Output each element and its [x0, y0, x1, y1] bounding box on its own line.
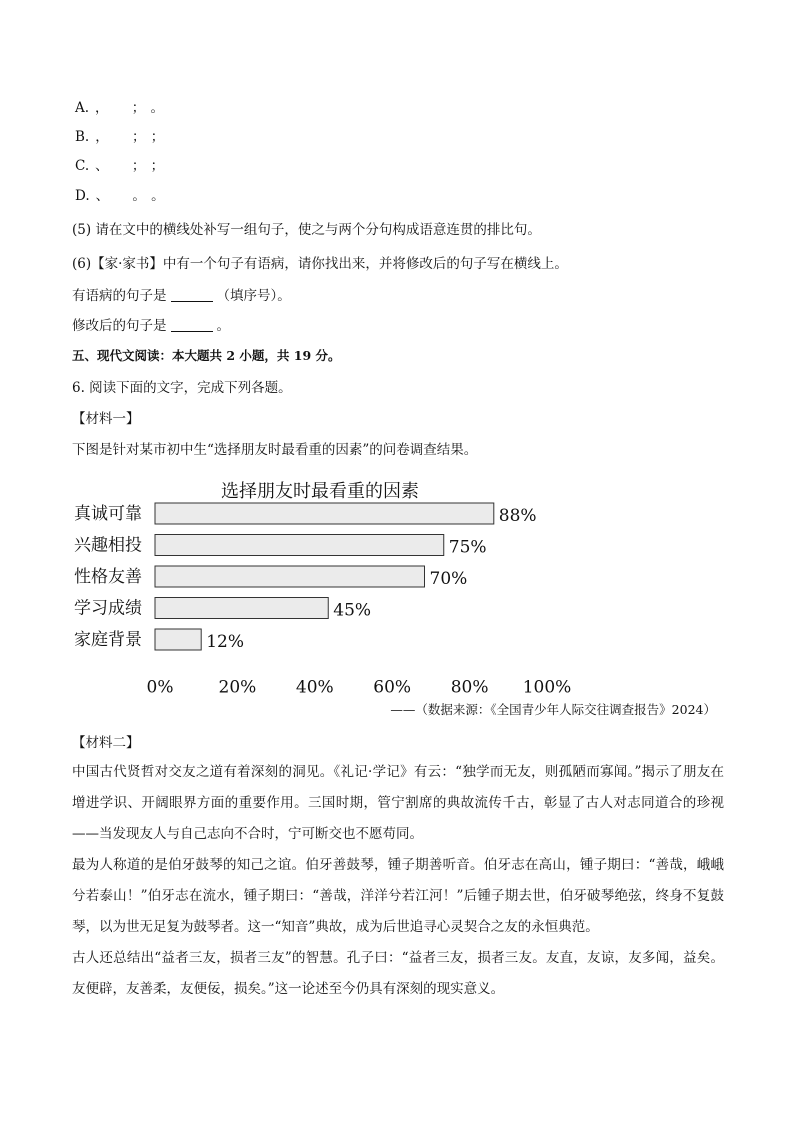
value-label: 88%	[498, 506, 537, 526]
chart-title: 选择朋友时最看重的因素	[221, 481, 419, 502]
material-2-paragraph-1: 中国古代贤哲对交友之道有着深刻的洞见。《礼记·学记》有云：“独学而无友，则孤陋而寡闻。”揭示了朋友在增进学识、开阔眼界方面的重要作用。三国时期，管宁割席的典故流传千古，彰显了古人对志同道合的珍视——当发现友人与自己志向不合时，宁可断交也不愿苟同。	[72, 764, 724, 842]
fill-line-1	[72, 286, 291, 306]
option-d	[75, 186, 165, 206]
option-c	[75, 156, 164, 176]
fill-suffix: 。	[216, 318, 230, 334]
value-label: 75%	[448, 537, 487, 558]
option-punct: 。	[151, 188, 165, 204]
bar	[155, 503, 494, 524]
option-a	[75, 98, 164, 118]
x-tick-label: 60%	[373, 677, 412, 695]
fill-suffix: （填序号）。	[216, 288, 291, 304]
category-label: 学习成绩	[74, 598, 142, 619]
option-punct: ，	[95, 100, 102, 116]
option-punct: 。	[132, 188, 140, 204]
category-label: 家庭背景	[74, 630, 142, 650]
bar	[155, 629, 201, 650]
bar	[155, 598, 328, 619]
x-tick-label: 100%	[522, 677, 572, 695]
value-label: 12%	[206, 632, 244, 652]
category-label: 真诚可靠	[74, 504, 142, 524]
option-punct: ，	[95, 129, 102, 145]
x-tick-label: 20%	[218, 677, 257, 695]
question-6-sub: (6)【家·家书】中有一个句子有语病，请你找出来，并将修改后的句子写在横线上。	[72, 256, 568, 272]
option-letter: B.	[75, 129, 90, 145]
answer-blank[interactable]	[171, 287, 213, 302]
fill-label: 有语病的句子是	[72, 288, 167, 304]
x-tick-label: 0%	[146, 677, 174, 695]
question-5: (5) 请在文中的横线处补写一组句子，使之与两个分句构成语意连贯的排比句。	[72, 222, 541, 238]
fill-label: 修改后的句子是	[72, 318, 167, 334]
section-heading: 五、现代文阅读：本大题共 2 小题，共 19 分。	[72, 348, 341, 363]
value-label: 70%	[429, 569, 468, 589]
option-b	[75, 127, 164, 147]
option-punct: 、	[95, 188, 103, 204]
option-letter: A.	[75, 100, 90, 116]
option-punct: 。	[150, 100, 165, 116]
option-punct: 、	[95, 158, 102, 174]
material-2-paragraph-3: 古人还总结出“益者三友，损者三友”的智慧。孔子曰：“益者三友，损者三友。友直，友谅，友多闻，益矣。友便辟，友善柔，友便佞，损矣。”这一论述至今仍具有深刻的现实意义。	[72, 950, 724, 997]
material-2-title: 【材料二】	[72, 735, 140, 751]
x-tick-label: 80%	[450, 677, 489, 695]
bar-chart	[0, 475, 794, 695]
material-1-intro: 下图是针对某市初中生“选择朋友时最看重的因素”的问卷调查结果。	[72, 442, 478, 458]
bar	[155, 566, 425, 587]
option-punct: ；	[150, 129, 165, 145]
fill-line-2	[72, 316, 230, 336]
option-punct: ；	[131, 100, 139, 116]
material-2-paragraph-2: 最为人称道的是伯牙鼓琴的知己之谊。伯牙善鼓琴，锺子期善听音。伯牙志在高山，锺子期曰：“善哉，峨峨兮若泰山！”伯牙志在流水，锺子期曰：“善哉，洋洋兮若江河！”后锺子期去世，伯牙破琴绝弦，终身不复鼓琴，以为世无足复为鼓琴者。这一“知音”典故，成为后世追寻心灵契合之友的永恒典范。	[72, 857, 724, 935]
bar	[155, 535, 444, 556]
value-label: 45%	[333, 600, 372, 621]
option-punct: ；	[131, 158, 139, 174]
data-source: ——（数据来源：《全国青少年人际交往调查报告》2024）	[390, 702, 716, 717]
option-letter: D.	[75, 188, 90, 204]
question-6: 6. 阅读下面的文字，完成下列各题。	[72, 380, 292, 396]
x-tick-label: 40%	[295, 677, 334, 695]
material-1-title: 【材料一】	[72, 411, 140, 427]
answer-blank[interactable]	[171, 317, 213, 332]
category-label: 性格友善	[74, 567, 142, 587]
option-punct: ；	[150, 158, 165, 174]
option-letter: C.	[75, 158, 90, 174]
category-label: 兴趣相投	[74, 535, 142, 556]
option-punct: ；	[131, 129, 139, 145]
